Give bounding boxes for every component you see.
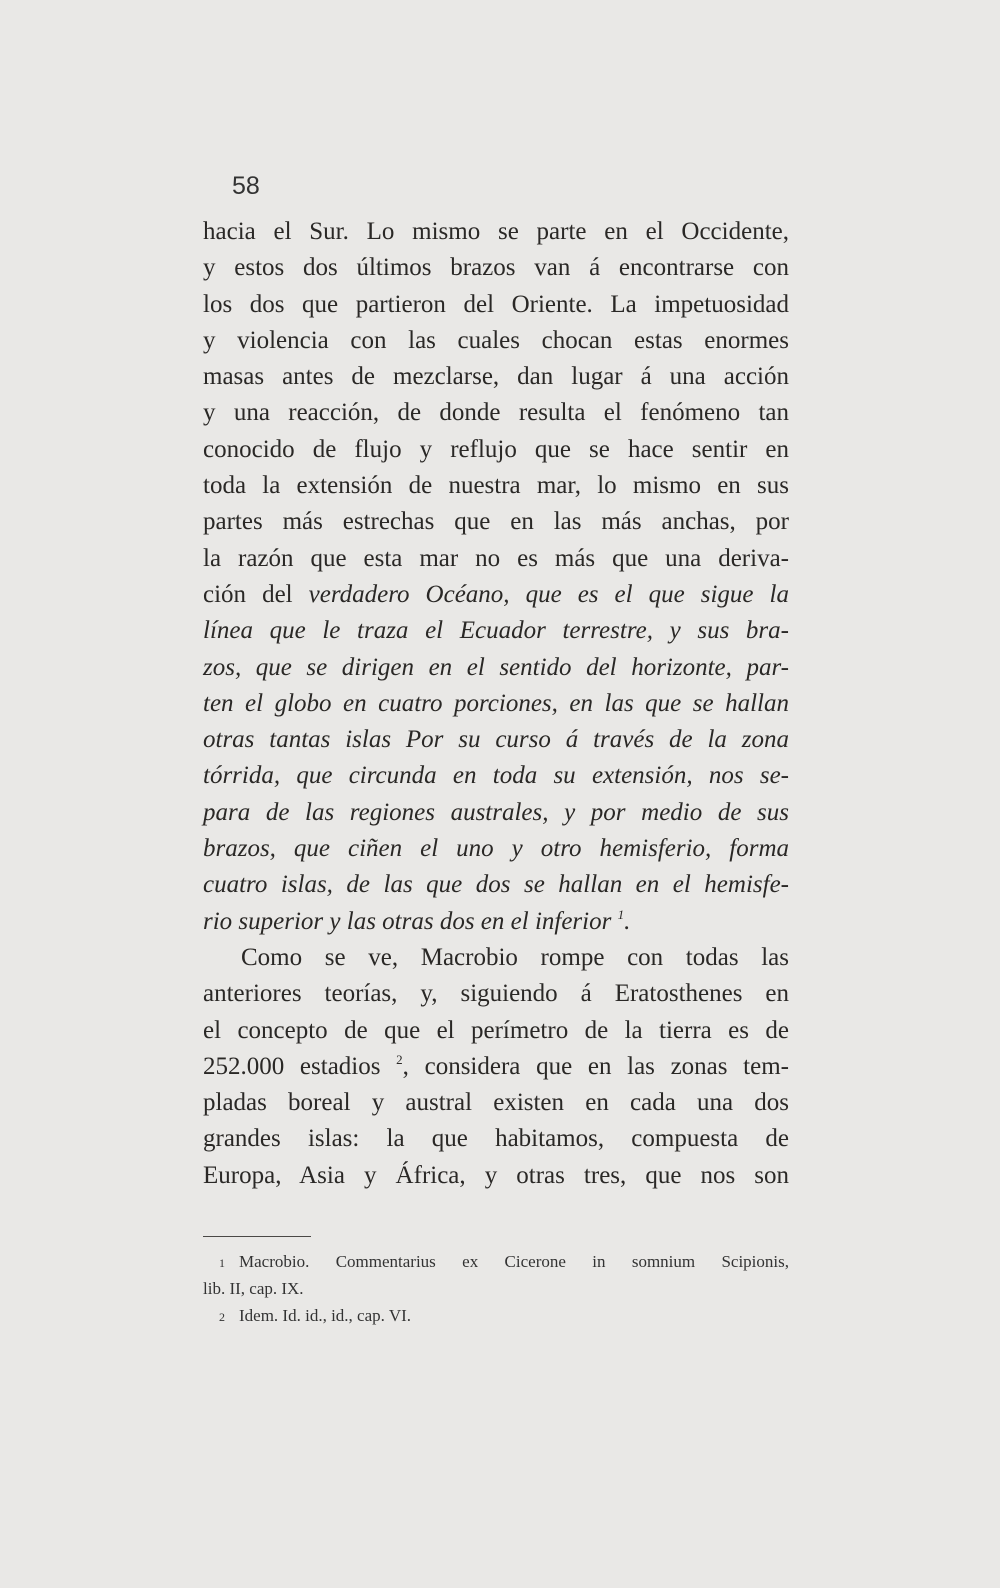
italic-segment: rio superior y las otras dos en el inferior [203, 907, 612, 935]
footnote-ref: 1 [617, 906, 625, 922]
text-line: la razón que esta mar no es más que una deriva- [203, 544, 789, 572]
italic-segment: verdadero Océano, que es el que sigue la [308, 580, 789, 608]
footnote-1-continued: lib. II, cap. IX. [203, 1279, 304, 1298]
text-line: el concepto de que el perímetro de la tierra es de [203, 1016, 789, 1044]
italic-line: línea que le traza el Ecuador terrestre, y sus bra- [203, 617, 789, 645]
footnote-text: Macrobio. Commentarius ex Cicerone in somnium Scipionis, [239, 1252, 789, 1271]
text-line: toda la extensión de nuestra mar, lo mismo en sus [203, 472, 789, 500]
text-line: Europa, Asia y África, y otras tres, que nos son [203, 1161, 789, 1189]
text-line: anteriores teorías, y, siguiendo á Eratosthenes en [203, 980, 789, 1008]
roman-segment: ción del [203, 580, 309, 608]
italic-line: otras tantas islas Por su curso á través de la zona [203, 726, 789, 754]
footnotes [203, 1248, 789, 1329]
italic-line: zos, que se dirigen en el sentido del horizonte, par- [203, 653, 789, 681]
italic-line: cuatro islas, de las que dos se hallan en el hemisfe- [203, 871, 789, 899]
italic-line: brazos, que ciñen el uno y otro hemisferio, forma [203, 835, 789, 863]
text-segment: , considera que en las zonas tem- [402, 1052, 789, 1080]
text-line: partes más estrechas que en las más anchas, por [203, 508, 789, 536]
text-line: los dos que partieron del Oriente. La impetuosidad [203, 290, 789, 318]
text-line: y una reacción, de donde resulta el fenómeno tan [203, 399, 789, 427]
text-segment: 252.000 estadios [203, 1052, 381, 1080]
italic-line-last [203, 904, 789, 940]
italic-line: para de las regiones australes, y por medio de sus [203, 798, 789, 826]
text-line: grandes islas: la que habitamos, compuesta de [203, 1125, 789, 1153]
text-line: masas antes de mezclarse, dan lugar á una acción [203, 363, 789, 391]
footnote-number: 2 [219, 1310, 225, 1324]
footnote-text: Idem. Id. id., id., cap. VI. [239, 1306, 412, 1325]
punctuation: . [624, 907, 631, 935]
text-line: y estos dos últimos brazos van á encontrarse con [203, 254, 789, 282]
text-line-with-ref [203, 1049, 789, 1085]
text-line: pladas boreal y austral existen en cada una dos [203, 1089, 789, 1117]
italic-line: tórrida, que circunda en toda su extensión, nos se- [203, 762, 789, 790]
page-number: 58 [232, 172, 260, 200]
footnote-number: 1 [219, 1256, 225, 1270]
text-line: y violencia con las cuales chocan estas enormes [203, 326, 789, 354]
footnote-divider [203, 1236, 311, 1237]
footnote-1 [203, 1248, 789, 1275]
body-text [203, 214, 789, 1194]
text-line: hacia el Sur. Lo mismo se parte en el Occidente, [203, 218, 789, 245]
text-line: conocido de flujo y reflujo que se hace sentir en [203, 435, 789, 463]
text-line-mixed [203, 577, 789, 613]
footnote-ref: 2 [396, 1051, 403, 1067]
footnote-2 [203, 1302, 789, 1329]
italic-line: ten el globo en cuatro porciones, en las que se hallan [203, 689, 789, 717]
text-line: Como se ve, Macrobio rompe con todas las [241, 943, 789, 971]
